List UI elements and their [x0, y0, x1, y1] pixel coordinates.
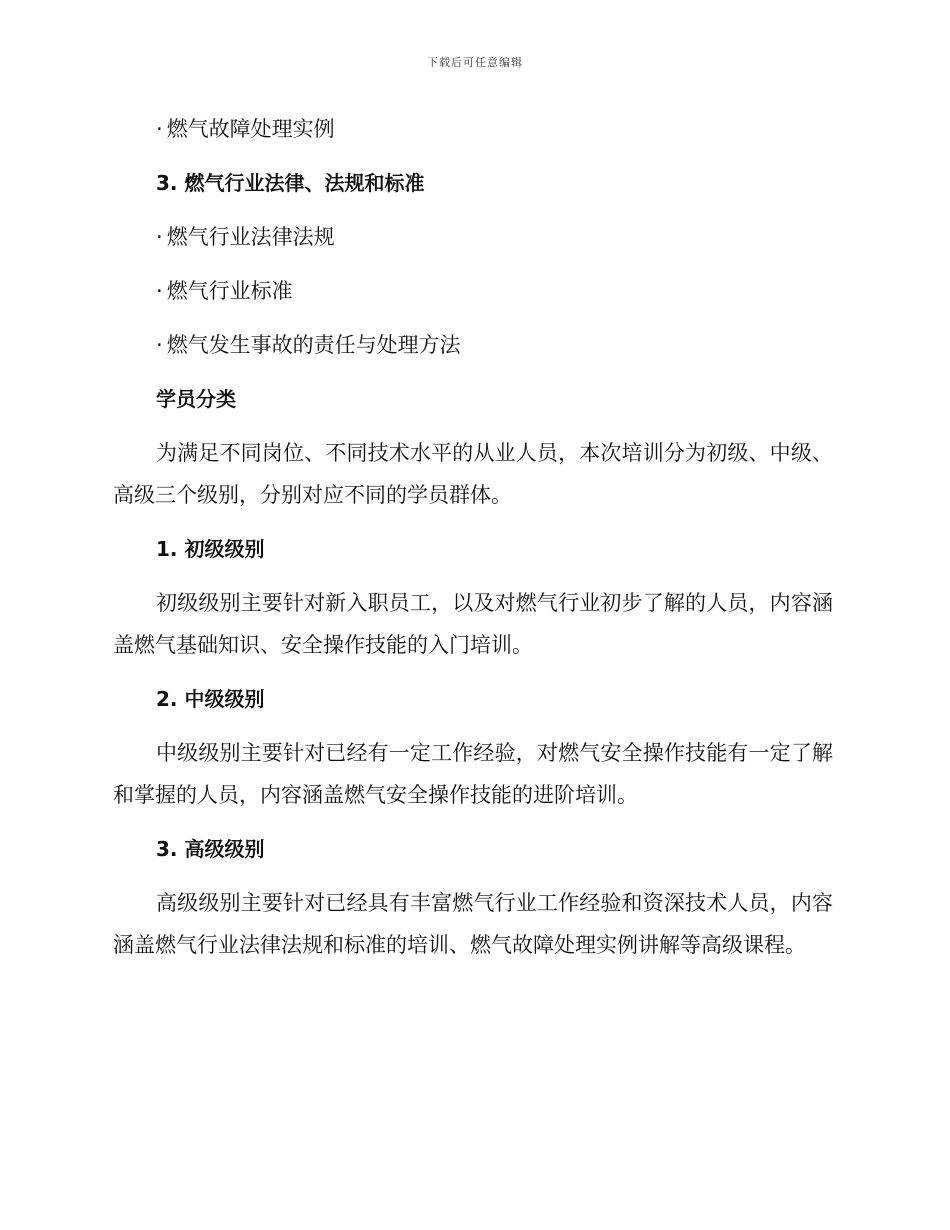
- section-heading-mid: 2. 中级级别: [156, 687, 265, 711]
- bullet-text: 燃气行业标准: [166, 279, 293, 303]
- bullet-dot: ·: [156, 279, 163, 303]
- bullet-item-fault-cases: [156, 108, 833, 150]
- bullet-dot: ·: [156, 225, 163, 249]
- document-content: [113, 108, 833, 978]
- bullet-dot: ·: [156, 117, 163, 141]
- bullet-text: 燃气故障处理实例: [166, 117, 335, 141]
- bullet-dot: ·: [156, 333, 163, 357]
- section-heading-law: 3. 燃气行业法律、法规和标准: [156, 171, 425, 195]
- paragraph-mid: 中级级别主要针对已经有一定工作经验，对燃气安全操作技能有一定了解和掌握的人员，内容涵盖燃气安全操作技能的进阶培训。: [113, 741, 833, 807]
- header-note: 下载后可任意编辑: [427, 56, 523, 69]
- bullet-text: 燃气发生事故的责任与处理方法: [166, 333, 461, 357]
- section-heading-senior: 3. 高级级别: [156, 837, 265, 861]
- bullet-item-accident: [156, 324, 833, 366]
- bullet-item-laws: [156, 216, 833, 258]
- section-heading-students: 学员分类: [156, 387, 236, 411]
- paragraph-intro: 为满足不同岗位、不同技术水平的从业人员，本次培训分为初级、中级、高级三个级别，分别对应不同的学员群体。: [113, 441, 833, 507]
- paragraph-junior: 初级级别主要针对新入职员工，以及对燃气行业初步了解的人员，内容涵盖燃气基础知识、安全操作技能的入门培训。: [113, 591, 833, 657]
- paragraph-senior: 高级级别主要针对已经具有丰富燃气行业工作经验和资深技术人员，内容涵盖燃气行业法律法规和标准的培训、燃气故障处理实例讲解等高级课程。: [113, 891, 833, 957]
- section-heading-junior: 1. 初级级别: [156, 537, 265, 561]
- bullet-text: 燃气行业法律法规: [166, 225, 335, 249]
- bullet-item-standards: [156, 270, 833, 312]
